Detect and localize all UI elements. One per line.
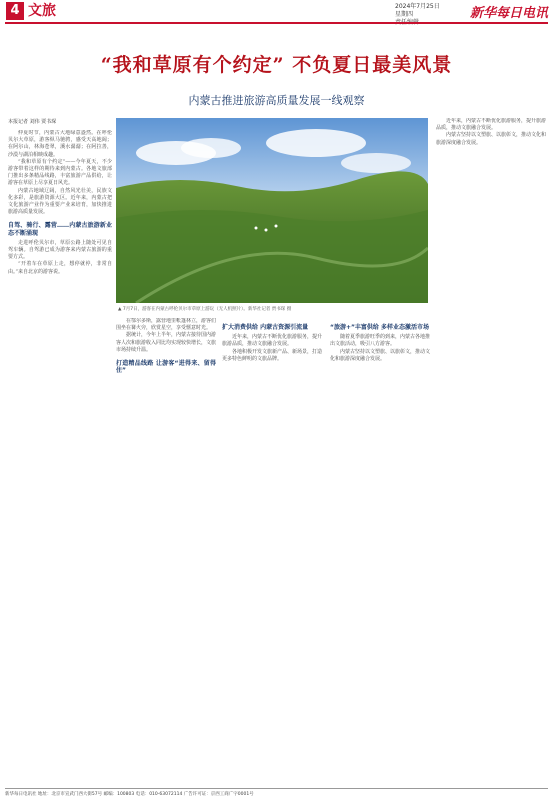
section-heading: 扩大消费供给 内蒙古资源引流量 xyxy=(222,324,309,331)
photo-caption: ▲ 7月7日，游客在内蒙古呼伦贝尔市草原上游玩（无人机照片）。新华社记者 贾书琛 摄 xyxy=(118,307,292,312)
section-name: 文旅 xyxy=(28,3,56,19)
paragraph: 各地积极开发文旅新产品、新场景，打造更多特色鲜明的文旅品牌。 xyxy=(222,348,322,362)
paragraph: “开着车在草原上走，想停就停，非常自由。”来自北京的游客说。 xyxy=(8,261,112,275)
paragraph: 随着夏季旅游旺季的到来，内蒙古各地推出文旅活动，吸引八方游客。 xyxy=(330,334,430,348)
paragraph: 走进呼伦贝尔市，草原公路上随处可见自驾车辆。自驾游已成为游客来内蒙古旅游的重要方式。 xyxy=(8,239,112,261)
grassland-photo xyxy=(116,118,428,303)
headline: “我和草原有个约定” 不负夏日最美风景 xyxy=(100,54,453,76)
byline: 本报记者 刘伟 贾书琛 xyxy=(8,119,57,125)
page-number: 4 xyxy=(6,2,24,20)
column-2 xyxy=(116,318,216,780)
grassland-image xyxy=(116,118,428,303)
paragraph: 仲夏时节，内蒙古大地绿意盎然。在呼伦贝尔大草原，游客纵马驰骋，感受天高地阔；在阿尔山，林海苍翠，溪水潺潺；在阿拉善，沙漠与湖泊相映成趣。 xyxy=(8,130,112,158)
paragraph: 内蒙古坚持以文塑旅、以旅彰文，推动文化和旅游深度融合发展。 xyxy=(436,132,546,146)
masthead xyxy=(0,0,553,22)
footer: 新华每日电讯社 地址：北京市宣武门西大街57号 邮编：100803 电话：010-63072114 广告许可证：京西工商广字0001号 xyxy=(5,788,548,797)
column-3 xyxy=(222,318,322,780)
brand-logo: 新华每日电讯 xyxy=(470,6,549,21)
paragraph: 据统计，今年上半年，内蒙古接待国内游客人次和旅游收入同比均实现较快增长，文旅市场持续升温。 xyxy=(116,332,216,353)
paragraph: 在鄂尔多斯，露营地里帐篷林立，游客们围坐在篝火旁，欣赏星空，享受惬意时光。 xyxy=(116,318,216,332)
section-heading: 自驾、骑行、露营……内蒙古旅游新业态不断涌现 xyxy=(8,222,112,237)
column-4 xyxy=(330,318,430,780)
column-5 xyxy=(436,118,546,780)
weekday: 星期四 xyxy=(395,11,414,18)
section-heading: “旅游+”丰富供给 多样业态激活市场 xyxy=(330,324,430,331)
paragraph: 近年来，内蒙古不断优化旅游服务，提升旅游品质，推动文旅融合发展。 xyxy=(436,118,546,132)
masthead-rule xyxy=(5,22,548,24)
paragraph: 近年来，内蒙古不断优化旅游服务，提升旅游品质，推动文旅融合发展。 xyxy=(222,334,322,348)
subhead: 内蒙古推进旅游高质量发展一线观察 xyxy=(188,94,365,107)
paragraph: 内蒙古坚持以文塑旅、以旅彰文，推动文化和旅游深度融合发展。 xyxy=(330,348,430,362)
paragraph: 内蒙古地域辽阔，自然风光壮美，民族文化多彩，是旅游资源大区。近年来，内蒙古把文化旅游产业作为重要产业来培育，加快推进旅游高质量发展。 xyxy=(8,187,112,216)
paragraph: “我和草原有个约定”——今年夏天，不少游客带着这样的期待来到内蒙古。各地文旅部门推出多条精品线路，丰富旅游产品供给，让游客在草原上尽享夏日风光。 xyxy=(8,158,112,187)
section-heading: 打造精品线路 让游客“进得来、留得住” xyxy=(116,360,216,375)
column-1 xyxy=(8,130,112,780)
date: 2024年7月25日 xyxy=(395,3,440,10)
